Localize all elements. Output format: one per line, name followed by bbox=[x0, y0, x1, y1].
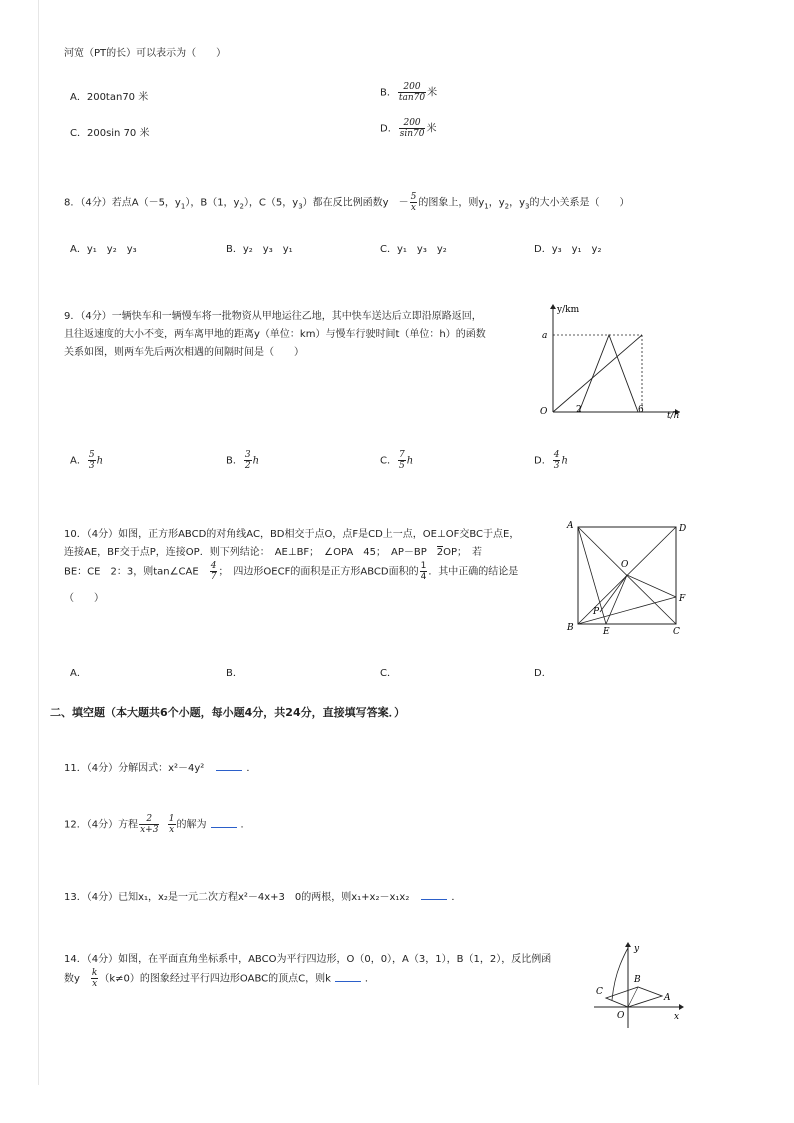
section-2-title: 二、填空题（本大题共6个小题，每小题4分，共24分，直接填写答案．） bbox=[50, 706, 406, 719]
q10-line-1: 10．（4分）如图，正方形ABCD的对角线AC，BD相交于点O，点F是CD上一点，OE⊥OF交BC于点E， bbox=[64, 529, 520, 540]
q10-label-e: E bbox=[603, 627, 610, 637]
q10-label-p: P bbox=[593, 607, 600, 617]
q9-line-3: 关系如图，则两车先后两次相遇的间隔时间是（ ） bbox=[64, 347, 304, 358]
q14-answer-blank[interactable] bbox=[335, 973, 361, 982]
q10-label-b: B bbox=[567, 623, 574, 633]
q9-line-2: 且往返速度的大小不变，两车离甲地的距离y（单位：km）与慢车行驶时间t（单位：h）的函数 bbox=[64, 329, 486, 340]
q10-line-4: （ ） bbox=[64, 593, 104, 604]
q13-answer-blank[interactable] bbox=[421, 891, 447, 900]
q10-option-d[interactable]: D． bbox=[534, 668, 552, 679]
q11: 11．（4分）分解因式：x²－4y² ． bbox=[64, 763, 257, 774]
q10-label-o: O bbox=[621, 560, 629, 570]
page-margin-rule bbox=[38, 0, 39, 1085]
q7-b-fraction: $\frac{200}{\tan 70}$ bbox=[398, 82, 426, 103]
q9-option-b[interactable]: B． $\frac{3}{2}$ h bbox=[226, 450, 260, 471]
q10-option-b[interactable]: B． bbox=[226, 668, 243, 679]
q10-label-f: F bbox=[679, 594, 686, 604]
q9-option-d[interactable]: D． $\frac{4}{3}$ h bbox=[534, 450, 568, 471]
q10-line-3: BE：CE 2：3，则tan∠CAE $\frac{4}{7}$ ； 四边形OECF的面积是正方形ABCD面积的 $\frac{1}{4}$ ．其中正确的结论是 bbox=[64, 561, 519, 582]
q9-xlabel: t/h bbox=[667, 411, 680, 421]
q14-y-arrow bbox=[625, 942, 631, 947]
q10-line-of bbox=[627, 575, 676, 597]
q13: 13．（4分）已知x₁，x₂是一元二次方程x²－4x+3 0的两根，则x₁+x₂－x₁x₂ ． bbox=[64, 892, 462, 903]
q10-option-c[interactable]: C． bbox=[380, 668, 397, 679]
q12-answer-blank[interactable] bbox=[211, 819, 237, 828]
q8-option-d[interactable]: D．y₃ y₁ y₂ bbox=[534, 244, 602, 255]
q9-label-a: a bbox=[542, 331, 548, 341]
q7-option-d[interactable]: D． $\frac{200}{\sin 70}$ 米 bbox=[380, 118, 437, 139]
q14-label-c: C bbox=[596, 987, 603, 997]
q9-option-c[interactable]: C． $\frac{7}{5}$ h bbox=[380, 450, 414, 471]
q8-option-c[interactable]: C．y₁ y₃ y₂ bbox=[380, 244, 447, 255]
q9-tick-2: 2 bbox=[576, 405, 582, 415]
q10-label-d: D bbox=[679, 524, 687, 534]
q8-option-a[interactable]: A．y₁ y₂ y₃ bbox=[70, 244, 137, 255]
q14-parallelogram-figure bbox=[590, 940, 690, 1030]
q14-hyperbola bbox=[612, 948, 628, 1000]
q14-line-2: 数y $\frac{k}{x}$ （k≠0）的图象经过平行四边形OABC的顶点C，则k ． bbox=[64, 968, 375, 989]
q14-label-o: O bbox=[617, 1011, 625, 1021]
q14-label-x: x bbox=[674, 1012, 680, 1022]
q8-stem: 8．（4分）若点A（－5，$y_1$），B（1，$y_2$），C（5，$y_3$）都在反比例函数y － $\frac{5}{x}$ 的图象上，则$y_1$，$y_2$，$y_3$的大小关系是（ ） bbox=[64, 192, 630, 213]
q9-graph bbox=[525, 298, 685, 423]
q12: 12．（4分）方程 $\frac{2}{x+3}$ $\frac{1}{x}$ 的解为 ． bbox=[64, 814, 251, 835]
q9-option-a[interactable]: A． $\frac{5}{3}$ h bbox=[70, 450, 104, 471]
q9-slow-car-line bbox=[553, 335, 642, 412]
q14-line-1: 14．（4分）如图，在平面直角坐标系中，ABCO为平行四边形，O（0，0），A（3，1），B（1，2），反比例函 bbox=[64, 954, 552, 965]
q7-d-fraction: $\frac{200}{\sin 70}$ bbox=[399, 118, 425, 139]
q9-label-o: O bbox=[540, 407, 548, 417]
q7-option-c[interactable]: C．200sin 70 米 bbox=[70, 128, 150, 139]
q10-label-a: A bbox=[567, 521, 574, 531]
q9-y-arrow bbox=[550, 304, 556, 309]
q10-label-c: C bbox=[673, 627, 680, 637]
q14-label-a: A bbox=[664, 993, 671, 1003]
q14-label-b: B bbox=[634, 975, 641, 985]
q9-ylabel: y/km bbox=[557, 305, 580, 315]
q11-answer-blank[interactable] bbox=[216, 762, 242, 771]
q7-option-b[interactable]: B． $\frac{200}{\tan 70}$ 米 bbox=[380, 82, 438, 103]
q14-parallelogram bbox=[606, 987, 662, 1007]
q7-option-a[interactable]: A．200tan70 米 bbox=[70, 92, 149, 103]
q9-tick-6: 6 bbox=[638, 405, 644, 415]
q14-x-arrow bbox=[679, 1004, 684, 1010]
q9-line-1: 9．（4分）一辆快车和一辆慢车将一批物资从甲地运往乙地，其中快车送达后立即沿原路返回， bbox=[64, 311, 482, 322]
q10-line-2: 连接AE，BF交于点P，连接OP．则下列结论： AE⊥BF； ∠OPA 45； AP－BP 2OP； 若 bbox=[64, 547, 483, 558]
q7-stem-tail: 河宽（PT的长）可以表示为（ ） bbox=[64, 48, 227, 59]
q10-square-figure bbox=[562, 515, 690, 640]
q14-label-y: y bbox=[634, 944, 640, 954]
q8-option-b[interactable]: B．y₂ y₃ y₁ bbox=[226, 244, 293, 255]
q10-option-a[interactable]: A． bbox=[70, 668, 87, 679]
q8-fraction: $\frac{5}{x}$ bbox=[410, 192, 417, 213]
